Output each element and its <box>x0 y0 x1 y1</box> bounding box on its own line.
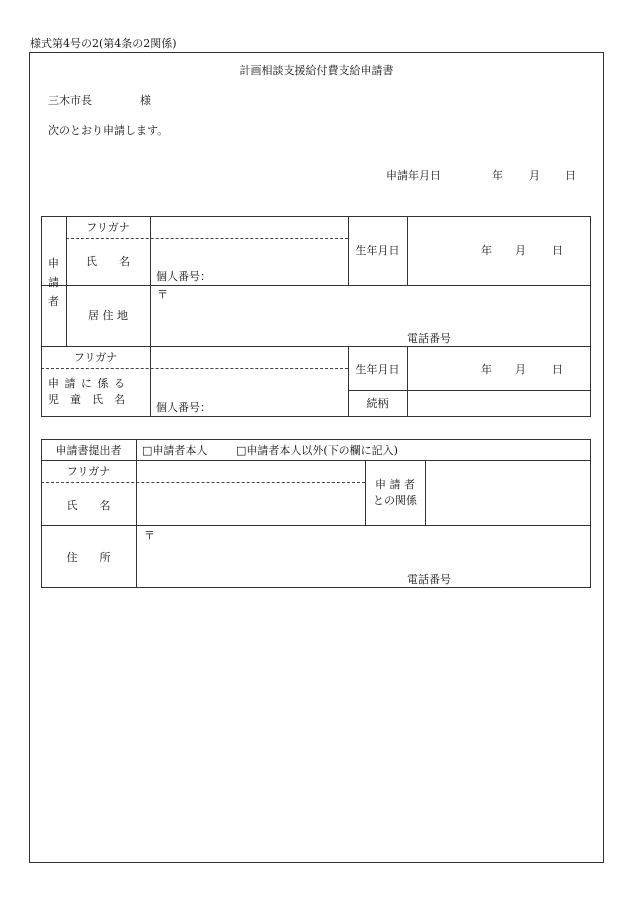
application-date-label: 申請年月日 <box>386 169 441 182</box>
child-birth-day-field[interactable]: 日 <box>552 363 563 376</box>
applicant-birthdate-label: 生年月日 <box>355 244 400 257</box>
submitter-relation-label-line1: 申 請 者 <box>375 478 415 491</box>
child-personal-number-label: 個人番号： <box>156 401 211 414</box>
applicant-section-char-3: 者 <box>48 295 59 308</box>
intro-text: 次のとおり申請します。 <box>48 124 169 137</box>
submitter-relation-label-line2: との関係 <box>373 494 417 507</box>
child-label-line1: 申 請 に 係 る <box>48 377 126 390</box>
child-furigana-label: フリガナ <box>73 351 118 364</box>
child-relation-label: 続柄 <box>366 397 389 410</box>
honorific: 様 <box>140 94 151 107</box>
submitter-option-other-checkbox[interactable]: □申請者本人以外(下の欄に記入) <box>236 444 398 457</box>
applicant-address-label: 居 住 地 <box>88 309 128 322</box>
applicant-birth-month-field[interactable]: 月 <box>515 244 526 257</box>
applicant-name-label: 氏 名 <box>86 255 130 268</box>
application-year-field[interactable]: 年 <box>492 169 503 182</box>
applicant-furigana-label: フリガナ <box>86 221 130 234</box>
applicant-section-char-1: 申 <box>48 257 59 270</box>
submitter-label: 申請書提出者 <box>55 444 122 457</box>
submitter-name-field[interactable] <box>137 484 364 524</box>
applicant-section-char-2: 請 <box>48 276 59 289</box>
form-frame <box>29 52 604 863</box>
submitter-address-field[interactable] <box>138 528 589 585</box>
applicant-personal-number-label: 個人番号： <box>156 270 211 283</box>
applicant-furigana-field[interactable] <box>151 219 347 237</box>
child-birth-month-field[interactable]: 月 <box>515 363 526 376</box>
submitter-address-label: 住 所 <box>66 551 111 564</box>
form-title: 計画相談支援給付費支給申請書 <box>239 64 394 77</box>
submitter-relation-field[interactable] <box>426 462 589 524</box>
applicant-birth-year-field[interactable]: 年 <box>481 244 492 257</box>
child-furigana-field[interactable] <box>151 349 347 367</box>
submitter-furigana-field[interactable] <box>137 463 364 481</box>
applicant-address-field[interactable] <box>152 288 589 344</box>
child-birth-year-field[interactable]: 年 <box>481 363 492 376</box>
form-number: 様式第4号の2(第4条の2関係) <box>30 37 177 50</box>
addressee: 三木市長 <box>48 94 92 107</box>
child-label-line2: 児 童 氏 名 <box>48 393 125 406</box>
applicant-birth-day-field[interactable]: 日 <box>552 244 563 257</box>
submitter-postal-mark: 〒 <box>144 529 155 542</box>
applicant-phone-label: 電話番号 <box>407 332 451 345</box>
application-day-field[interactable]: 日 <box>565 169 576 182</box>
child-birthdate-label: 生年月日 <box>355 363 400 376</box>
applicant-postal-mark: 〒 <box>157 288 168 301</box>
submitter-furigana-label: フリガナ <box>66 465 111 478</box>
child-relation-field[interactable] <box>408 392 589 415</box>
application-month-field[interactable]: 月 <box>529 169 540 182</box>
submitter-option-self-checkbox[interactable]: □申請者本人 <box>142 444 208 457</box>
submitter-name-label: 氏 名 <box>66 499 111 512</box>
submitter-phone-label: 電話番号 <box>407 573 451 586</box>
